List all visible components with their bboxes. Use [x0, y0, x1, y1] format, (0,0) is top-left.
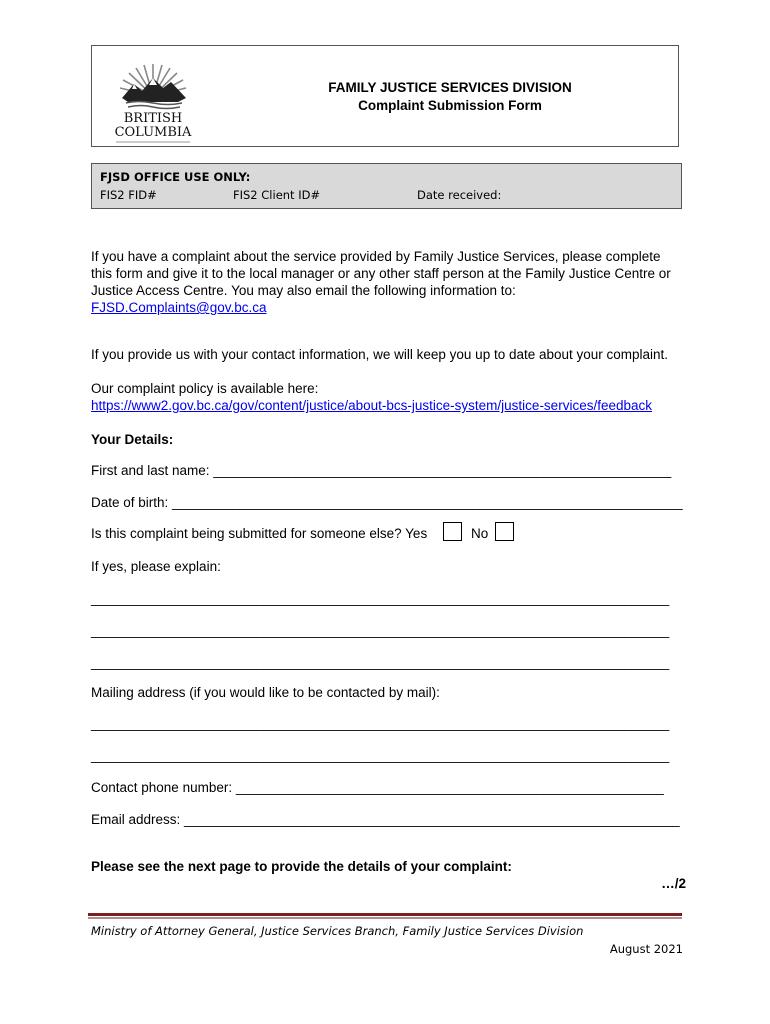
- no-checkbox[interactable]: [495, 522, 514, 541]
- intro-line-1: If you have a complaint about the service provided by Family Justice Services, please complete: [91, 249, 661, 264]
- footer-date: August 2021: [609, 942, 683, 956]
- mailing-label: Mailing address (if you would like to be contacted by mail):: [91, 685, 440, 700]
- logo-line2: COLUMBIA: [114, 125, 192, 140]
- next-page-note: Please see the next page to provide the details of your complaint:: [91, 859, 512, 874]
- phone-label: Contact phone number:: [91, 780, 236, 795]
- explain-line-2[interactable]: _____________________________________________________________________________: [91, 623, 670, 638]
- mailing-line-1[interactable]: _____________________________________________________________________________: [91, 716, 670, 731]
- complaints-email-link[interactable]: FJSD.Complaints@gov.bc.ca: [91, 300, 267, 315]
- phone-field[interactable]: _________________________________________________________: [235, 780, 664, 795]
- logo-line1: BRITISH: [123, 111, 183, 126]
- email-row: [91, 811, 680, 828]
- office-use-box: [91, 163, 682, 209]
- policy-text: Our complaint policy is available here:: [91, 381, 319, 396]
- no-label: No: [471, 526, 489, 541]
- footer-rule-shadow: [88, 917, 682, 919]
- email-label: Email address:: [91, 812, 185, 827]
- yes-checkbox[interactable]: [443, 522, 462, 541]
- footer-ministry: Ministry of Attorney General, Justice Services Branch, Family Justice Services Division: [91, 924, 584, 938]
- bc-sun-mountains-icon: [108, 58, 208, 148]
- form-division-title: FAMILY JUSTICE SERVICES DIVISION: [328, 80, 572, 95]
- office-use-heading: FJSD OFFICE USE ONLY:: [100, 170, 251, 184]
- client-id-label: FIS2 Client ID#: [233, 188, 321, 202]
- name-row: [91, 462, 671, 479]
- your-details-heading: Your Details:: [91, 432, 174, 447]
- mailing-line-2[interactable]: _____________________________________________________________________________: [91, 748, 670, 763]
- contact-note: If you provide us with your contact information, we will keep you up to date about your complaint.: [91, 347, 669, 362]
- explain-line-3[interactable]: _____________________________________________________________________________: [91, 655, 670, 670]
- explain-label: If yes, please explain:: [91, 559, 221, 574]
- policy-link[interactable]: https://www2.gov.bc.ca/gov/content/justice/about-bcs-justice-system/justice-services/feedback: [91, 398, 652, 413]
- form-title: Complaint Submission Form: [358, 98, 542, 113]
- email-field[interactable]: __________________________________________________________________: [184, 812, 680, 827]
- name-field[interactable]: _____________________________________________________________: [213, 463, 672, 478]
- dob-row: [91, 494, 683, 511]
- date-received-label: Date received:: [417, 188, 502, 202]
- fid-label: FIS2 FID#: [100, 188, 157, 202]
- footer-rule: [88, 913, 682, 916]
- someone-else-label: Is this complaint being submitted for someone else? Yes: [91, 526, 428, 541]
- name-label: First and last name:: [91, 463, 214, 478]
- bc-logo: [108, 58, 208, 148]
- intro-line-2: this form and give it to the local manager or any other staff person at the Family Justice Centre or: [91, 266, 671, 281]
- page-marker: …/2: [661, 876, 686, 891]
- dob-label: Date of birth:: [91, 495, 173, 510]
- intro-line-3: Justice Access Centre. You may also email the following information to:: [91, 283, 516, 298]
- explain-line-1[interactable]: _____________________________________________________________________________: [91, 591, 670, 606]
- dob-field[interactable]: ____________________________________________________________________: [172, 495, 683, 510]
- phone-row: [91, 779, 664, 796]
